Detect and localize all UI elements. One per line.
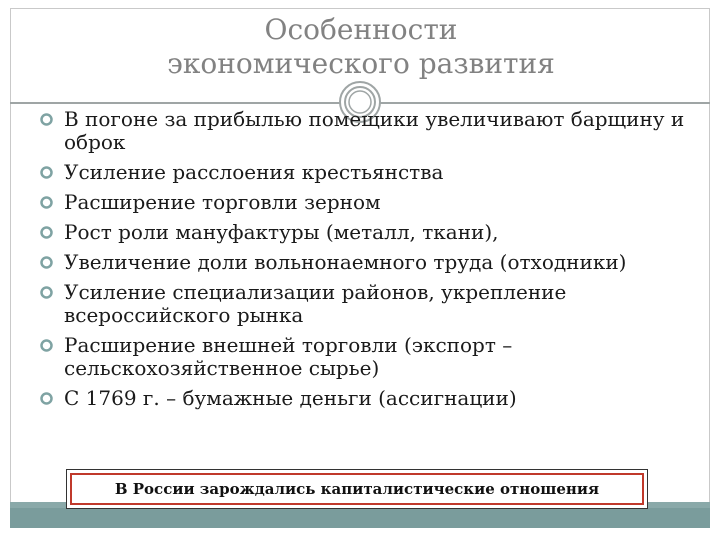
bullet-text: С 1769 г. – бумажные деньги (ассигнации) bbox=[64, 386, 517, 410]
conclusion-callout bbox=[66, 469, 648, 509]
title-line-1: Особенности bbox=[264, 13, 458, 46]
bullet-text: Расширение внешней торговли (экспорт – сельскохозяйственное сырье) bbox=[64, 333, 513, 380]
bullet-text: В погоне за прибылью помещики увеличивают барщину и оброк bbox=[64, 107, 685, 154]
bullet-text: Рост роли мануфактуры (металл, ткани), bbox=[64, 220, 499, 244]
list-item bbox=[40, 281, 690, 327]
list-item bbox=[40, 251, 690, 274]
circle-bullet-icon bbox=[40, 196, 53, 209]
bullet-text: Расширение торговли зерном bbox=[64, 190, 381, 214]
circle-bullet-icon bbox=[40, 226, 53, 239]
circle-bullet-icon bbox=[40, 113, 53, 126]
list-item bbox=[40, 161, 690, 184]
list-item bbox=[40, 221, 690, 244]
bullet-list bbox=[40, 108, 690, 417]
bullet-text: Увеличение доли вольнонаемного труда (отходники) bbox=[64, 250, 627, 274]
title-line-2: экономического развития bbox=[167, 47, 555, 80]
circle-bullet-icon bbox=[40, 339, 53, 352]
list-item bbox=[40, 334, 690, 380]
list-item bbox=[40, 387, 690, 410]
callout-text: В России зарождались капиталистические отношения bbox=[70, 473, 644, 505]
list-item bbox=[40, 108, 690, 154]
circle-bullet-icon bbox=[40, 286, 53, 299]
page-title bbox=[11, 9, 711, 81]
bottom-accent-band-dark bbox=[10, 508, 710, 528]
bullet-text: Усиление расслоения крестьянства bbox=[64, 160, 444, 184]
list-item bbox=[40, 191, 690, 214]
bullet-text: Усиление специализации районов, укрепление всероссийского рынка bbox=[64, 280, 567, 327]
circle-bullet-icon bbox=[40, 256, 53, 269]
circle-bullet-icon bbox=[40, 392, 53, 405]
circle-bullet-icon bbox=[40, 166, 53, 179]
